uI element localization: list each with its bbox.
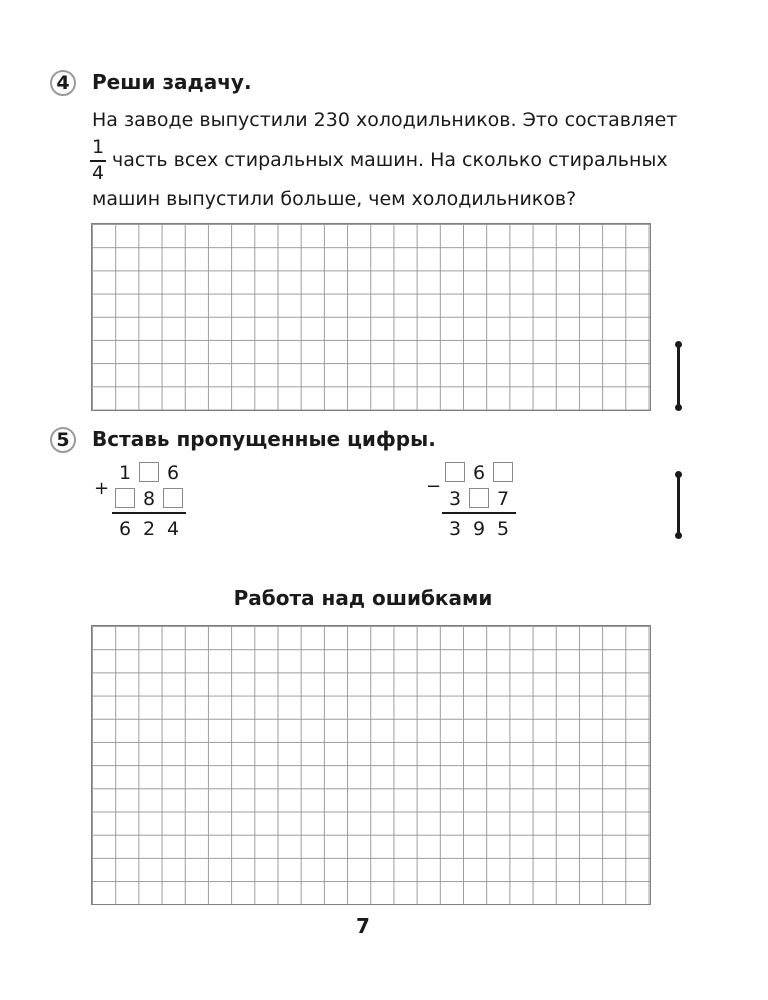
task-4-answer-grid[interactable] (91, 223, 651, 411)
fraction-numerator: 1 (91, 136, 105, 158)
subtraction-row1-digit-2: 6 (472, 462, 486, 484)
addition-sum-line (112, 512, 186, 514)
addition-row2-missing-digit-1[interactable] (115, 488, 135, 508)
errors-section-grid[interactable] (91, 625, 651, 905)
task-4-text-line-3: машин выпустили больше, чем холодильников? (92, 188, 577, 210)
addition-row1-digit-3: 6 (166, 462, 180, 484)
task-5-title: Вставь пропущенные цифры. (92, 427, 436, 451)
score-bracket-task-4-bottom-dot (675, 404, 682, 411)
subtraction-result-digit-2: 9 (472, 518, 486, 540)
task-4-number-badge (50, 70, 76, 96)
addition-result-digit-2: 2 (142, 518, 156, 540)
score-bracket-task-5-top-dot (675, 471, 682, 478)
subtraction-result-digit-3: 5 (496, 518, 510, 540)
subtraction-row1-missing-digit-1[interactable] (445, 462, 465, 482)
score-bracket-task-4 (677, 344, 680, 408)
subtraction-row1-missing-digit-3[interactable] (493, 462, 513, 482)
task-4-number: 4 (56, 72, 70, 94)
addition-sign: + (94, 478, 110, 499)
addition-result-digit-3: 4 (166, 518, 180, 540)
task-4-text-line-2: часть всех стиральных машин. На сколько стиральных (112, 149, 668, 171)
subtraction-row2-digit-3: 7 (496, 488, 510, 510)
addition-row1-digit-1: 1 (118, 462, 132, 484)
addition-result-digit-1: 6 (118, 518, 132, 540)
addition-row2-digit-2: 8 (142, 488, 156, 510)
errors-section-title: Работа над ошибками (233, 586, 493, 610)
task-4-text-line-1: На заводе выпустили 230 холодильников. Это составляет (92, 109, 678, 131)
subtraction-result-digit-1: 3 (448, 518, 462, 540)
task-5-number: 5 (56, 429, 70, 451)
task-4-title: Реши задачу. (92, 70, 252, 94)
score-bracket-task-5-bottom-dot (675, 532, 682, 539)
subtraction-sign: − (426, 476, 442, 497)
subtraction-row2-digit-1: 3 (448, 488, 462, 510)
addition-row1-missing-digit[interactable] (139, 462, 159, 482)
fraction-denominator: 4 (91, 162, 105, 184)
subtraction-row2-missing-digit[interactable] (469, 488, 489, 508)
score-bracket-task-5 (677, 474, 680, 536)
page-number: 7 (356, 914, 370, 938)
addition-row2-missing-digit-3[interactable] (163, 488, 183, 508)
task-5-number-badge (50, 427, 76, 453)
score-bracket-task-4-top-dot (675, 341, 682, 348)
subtraction-difference-line (442, 512, 516, 514)
